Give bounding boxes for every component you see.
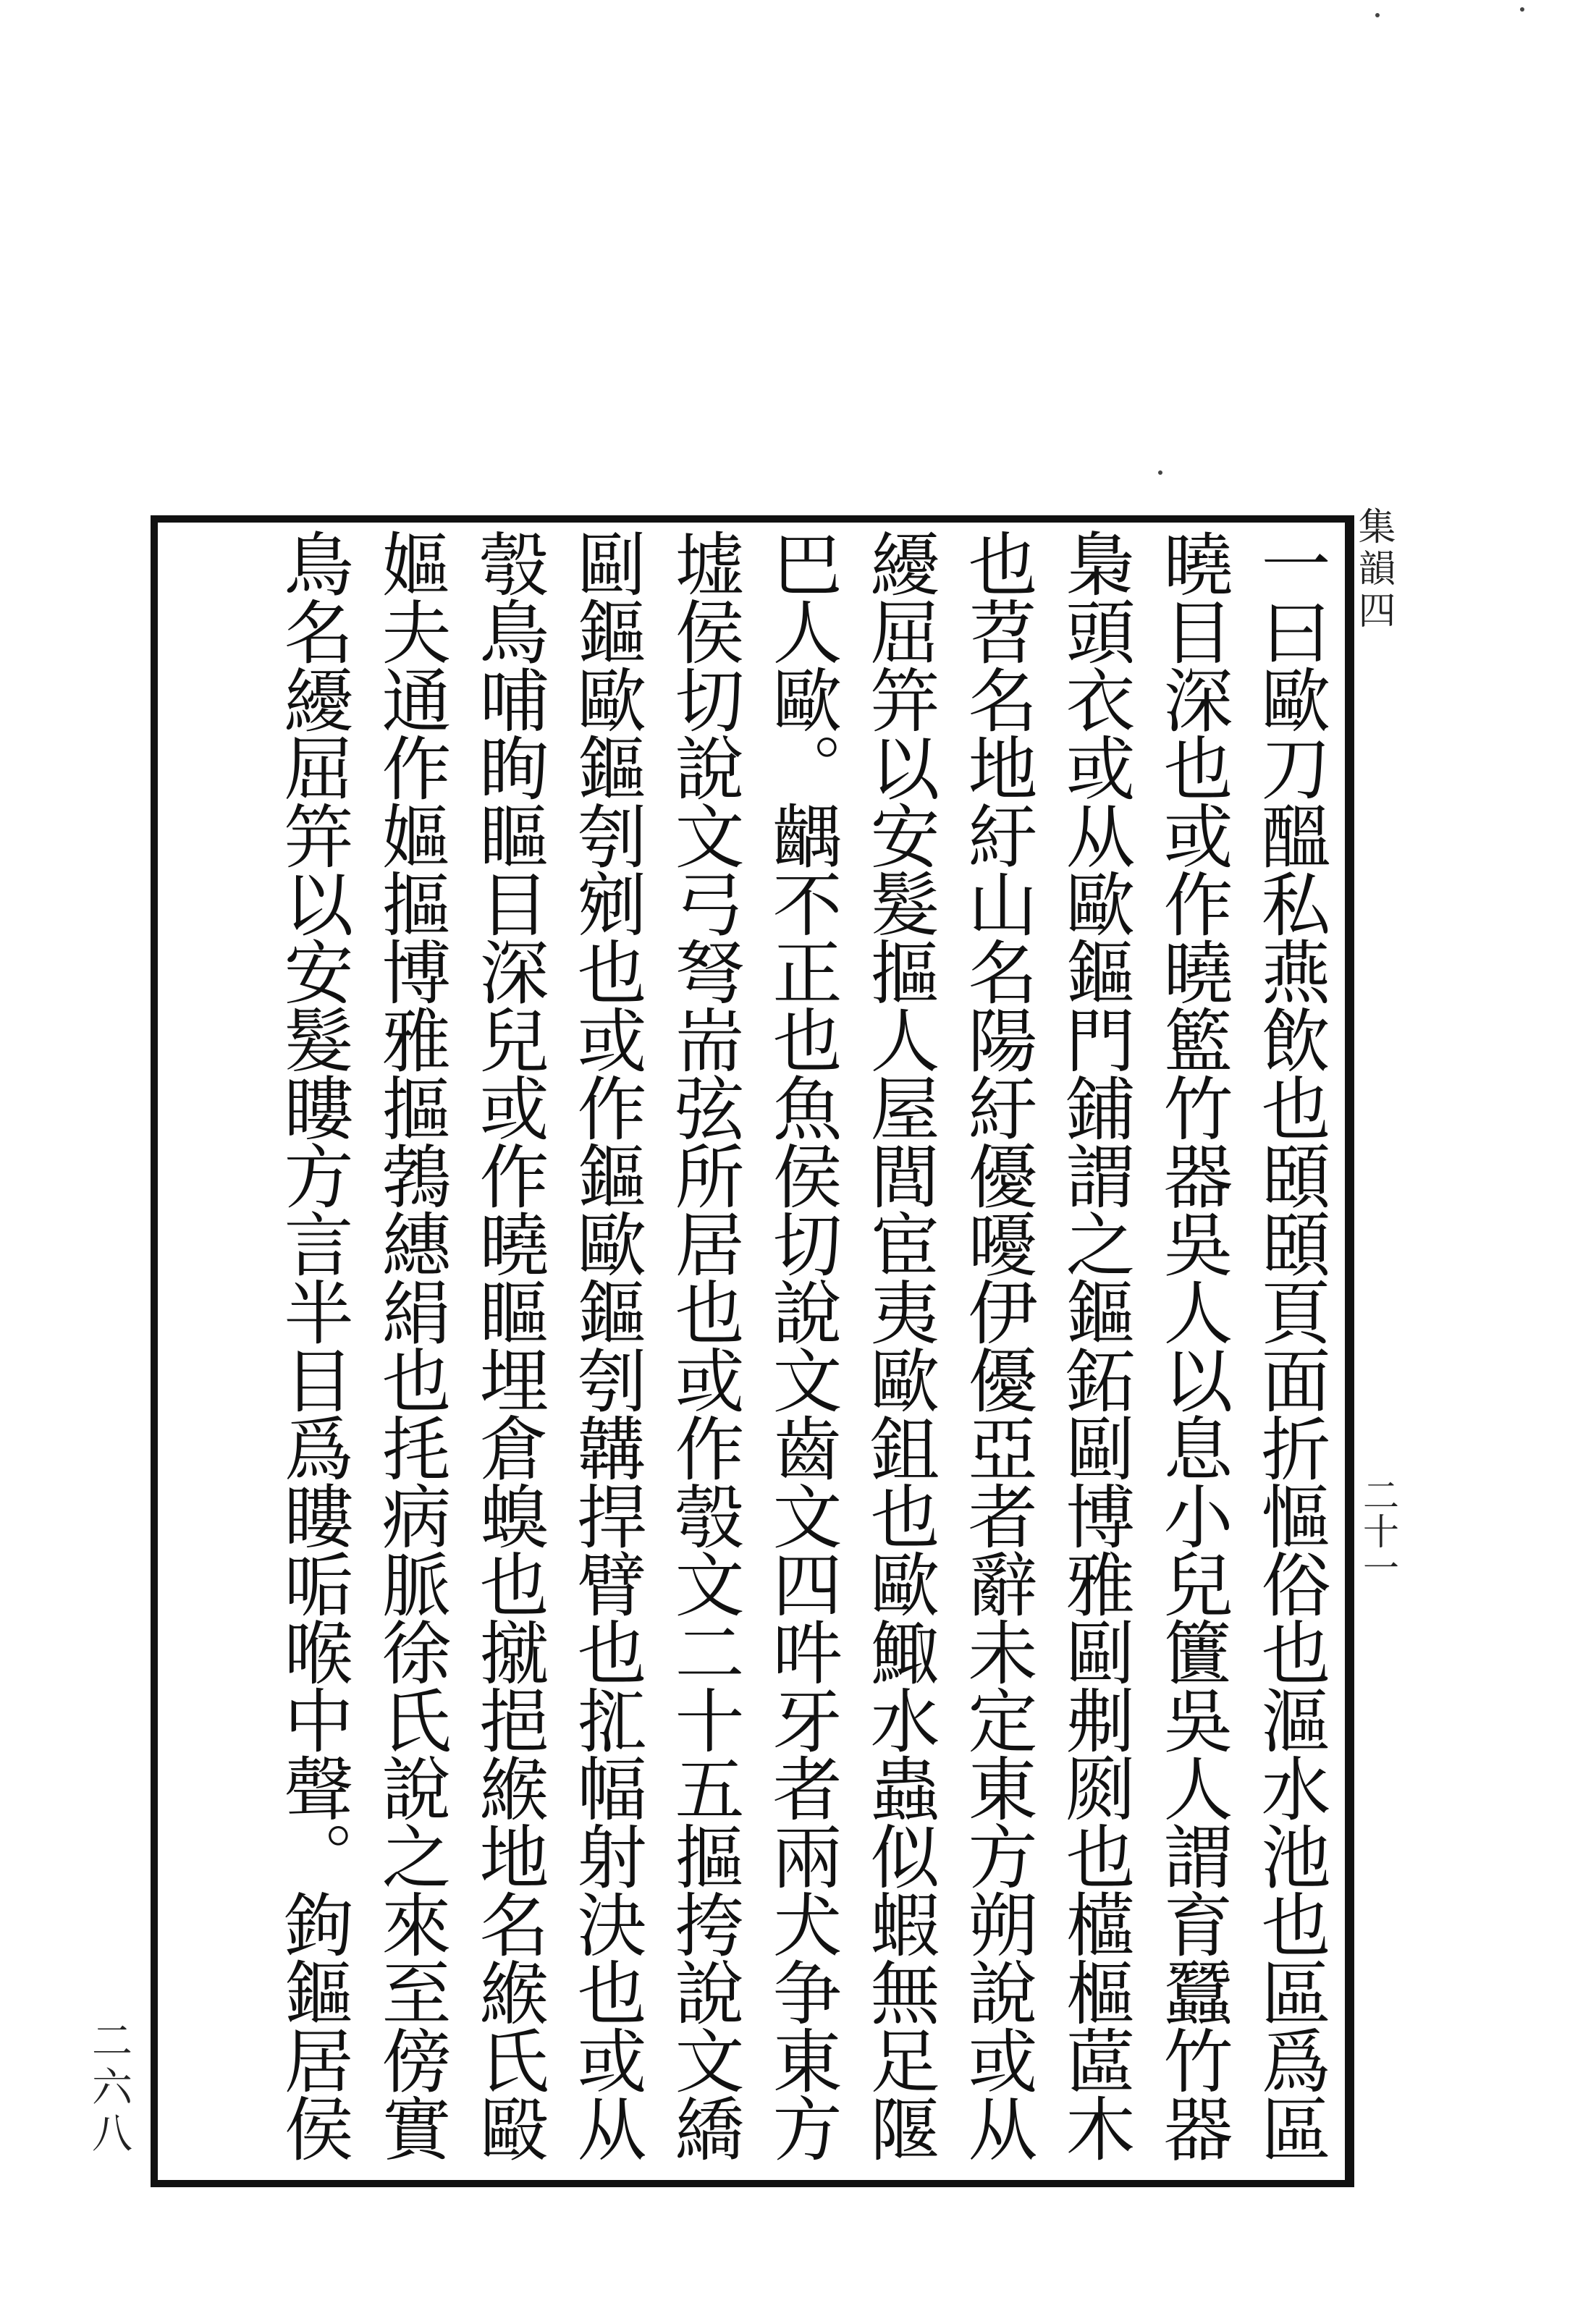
text-column-8: 剾鏂歐鏂刳剜也或作鏂歐鏂刳韝捍臂也㧟幅射決也或从 [566,528,647,2161]
text-column-3: 梟頭衣或从歐鏂門鋪謂之鏂鉐剾博雅剾刜㓹也櫙樞蓲木 [1055,528,1136,2161]
book-title: 集韻四 [1351,507,1395,633]
margin-rule [1345,517,1347,2186]
text-column-7: 墟侯切說文弓弩耑弦所居也或作彀文二十五摳挎說文繑 [664,528,745,2161]
scan-speck [1158,470,1162,475]
text-column-2: 曉目深也或作曉籃竹器吳人以息小兒籄吳人謂育蠶竹器 [1152,528,1233,2161]
text-column-4: 也苕名地紆山名陽紆優嚘伊優亞者辭未定東方朔說或从 [957,528,1038,2161]
scan-speck [1375,13,1380,17]
text-column-10: 嫗夫通作嫗摳博雅摳鵓繐絹也㧌病脈徐氏說之來至傍實 [371,528,452,2161]
text-column-11: 鳥名纋屈笄以安髮瞜方言半目爲瞜㖃喉中聲。鉤鏂居侯 [273,528,354,2161]
text-column-1: 一曰歐刀醞私燕飲也頣頣頁面折慪俗也漚水池也區爲區 [1250,528,1331,2161]
page-number: 二六八 [85,2019,132,2158]
text-columns [166,528,1339,2171]
leaf-mark: 二十一 [1357,1476,1399,1585]
text-column-5: 纋屈笄以安髮摳人屋閭宦夷歐鉏也歐鯫水蟲似蝦無足隁 [859,528,940,2161]
text-column-9: 彀鳥哺眴瞘目深兒或作曉瞘埋倉螑也㩆挹緱地名緱氏毆 [468,528,549,2161]
text-column-6: 巴人歐。齵不正也魚侯切說文齒文四吽牙者兩犬争東方 [761,528,843,2161]
scan-speck [1520,7,1524,12]
